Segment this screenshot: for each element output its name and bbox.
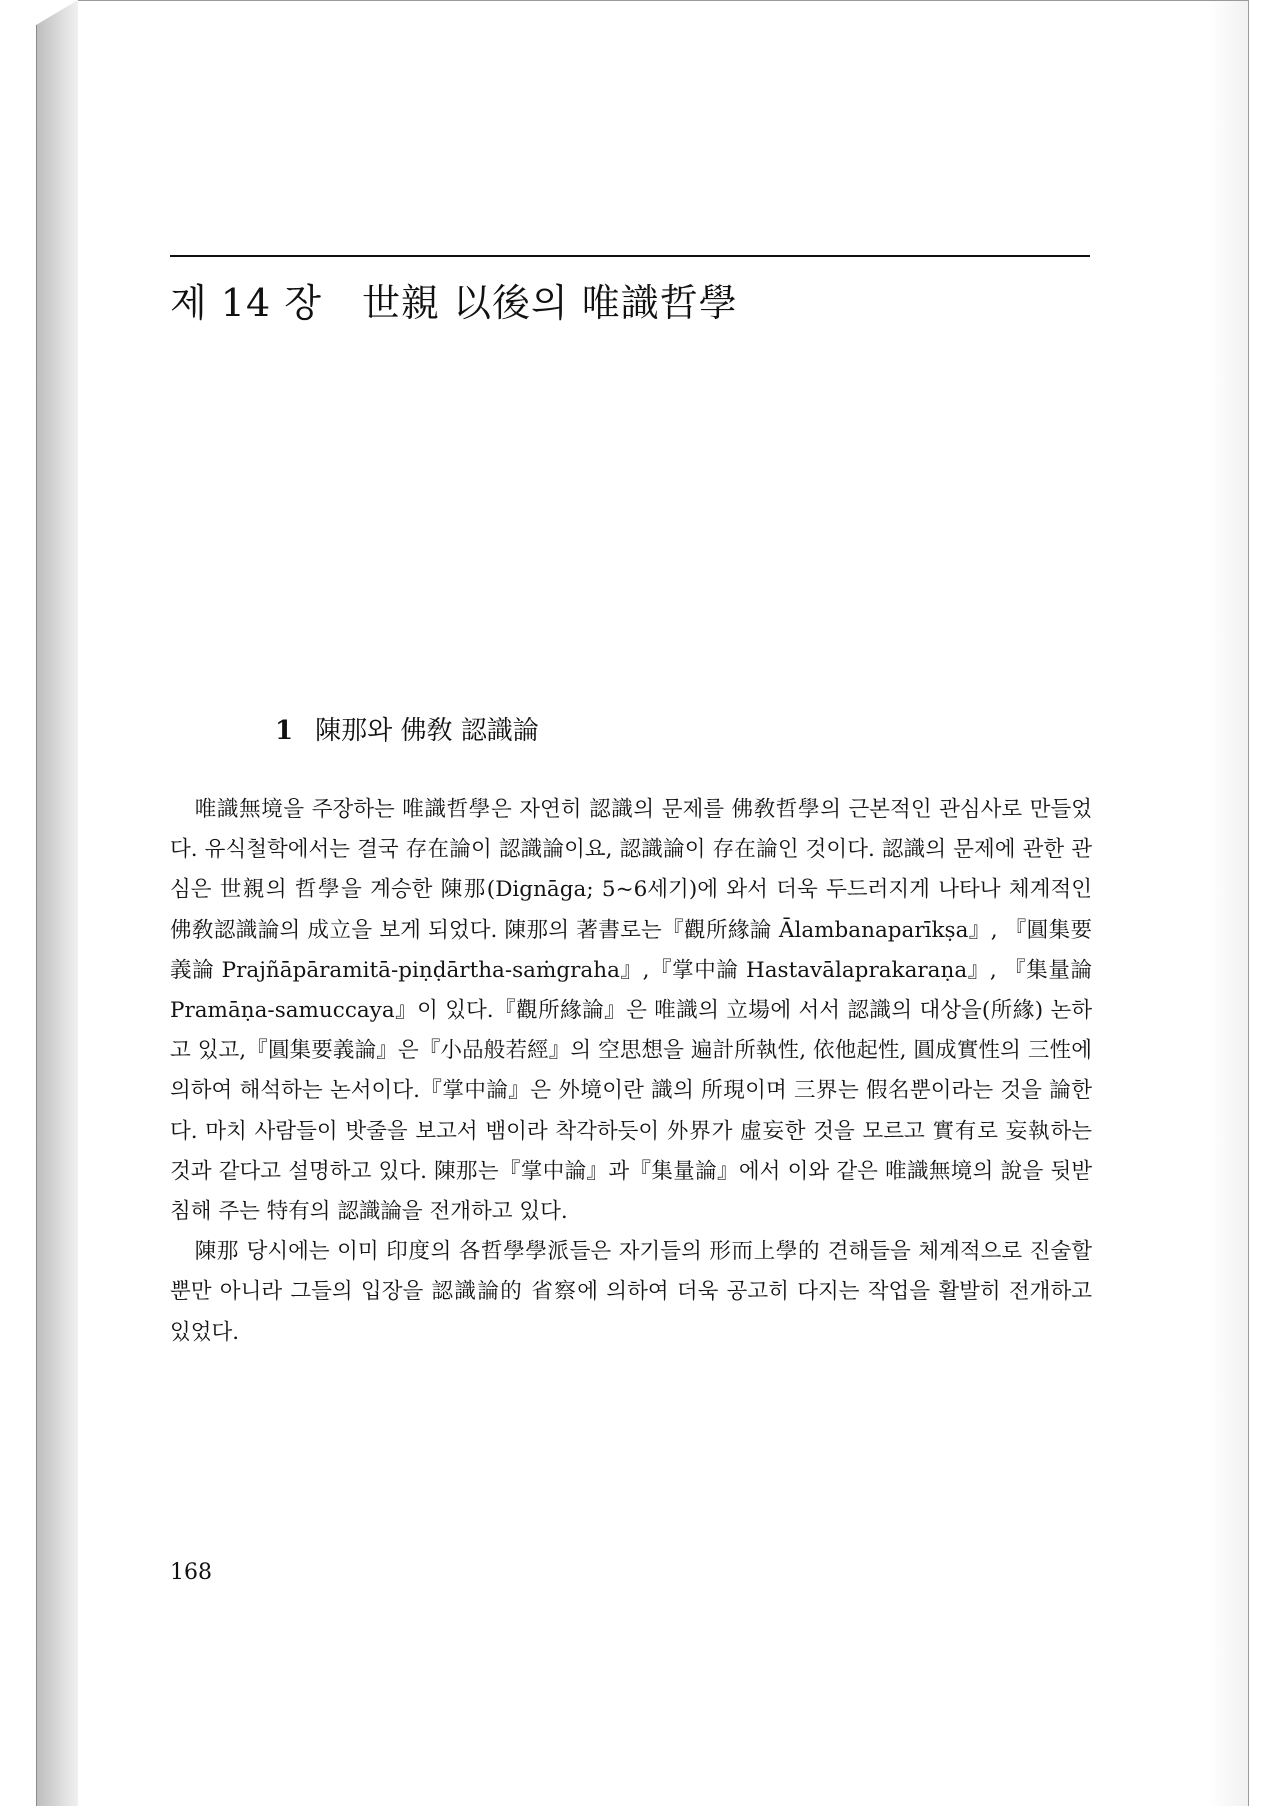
chapter-rule <box>170 255 1090 257</box>
chapter-title <box>170 272 738 327</box>
body-text <box>170 790 1092 1353</box>
paragraph: 唯識無境을 주장하는 唯識哲學은 자연히 認識의 문제를 佛敎哲學의 근본적인 관심사로 만들었다. 유식철학에서는 결국 存在論이 認識論이요, 認識論이 存在論인 것이다. 認識의 문제에 관한 관심은 世親의 哲學을 계승한 陳那(Dignāga; 5~6세기)에 와서 더욱 두드러지게 나타나 체계적인 佛敎認識論의 成立을 보게 되었다. 陳那의 著書로는『觀所緣論 Ālambanaparīkṣa』, 『圓集要義論 Prajñāpāramitā-piṇḍārtha-saṁgraha』,『掌中論 Hastavālaprakaraṇa』, 『集量論 Pramāṇa-samuccaya』이 있다.『觀所緣論』은 唯識의 立場에 서서 認識의 대상을(所緣) 논하고 있고,『圓集要義論』은『小品般若經』의 空思想을 遍計所執性, 依他起性, 圓成實性의 三性에 의하여 해석하는 논서이다.『掌中論』은 外境이란 識의 所現이며 三界는 假名뿐이라는 것을 論한다. 마치 사람들이 밧줄을 보고서 뱀이라 착각하듯이 外界가 虛妄한 것을 모르고 實有로 妄執하는 것과 같다고 설명하고 있다. 陳那는『掌中論』과『集量論』에서 이와 같은 唯識無境의 說을 뒷받침해 주는 特有의 認識論을 전개하고 있다. <box>170 797 1092 1225</box>
page-edge-shade <box>1208 1 1248 1806</box>
section-title: 陳那와 佛敎 認識論 <box>315 716 539 746</box>
section-number: 1 <box>275 716 294 746</box>
book-spine-edge <box>36 25 37 1806</box>
section-heading <box>275 710 539 747</box>
page-number: 168 <box>170 1560 212 1585</box>
chapter-title-text: 世親 以後의 唯識哲學 <box>361 281 738 325</box>
book-spine <box>36 0 78 1806</box>
chapter-number: 제 14 장 <box>170 281 322 325</box>
paragraph: 陳那 당시에는 이미 印度의 各哲學學派들은 자기들의 形而上學的 견해들을 체계적으로 진술할 뿐만 아니라 그들의 입장을 認識論的 省察에 의하여 더욱 공고히 다지는 작업을 활발히 전개하고 있었다. <box>170 1239 1092 1345</box>
